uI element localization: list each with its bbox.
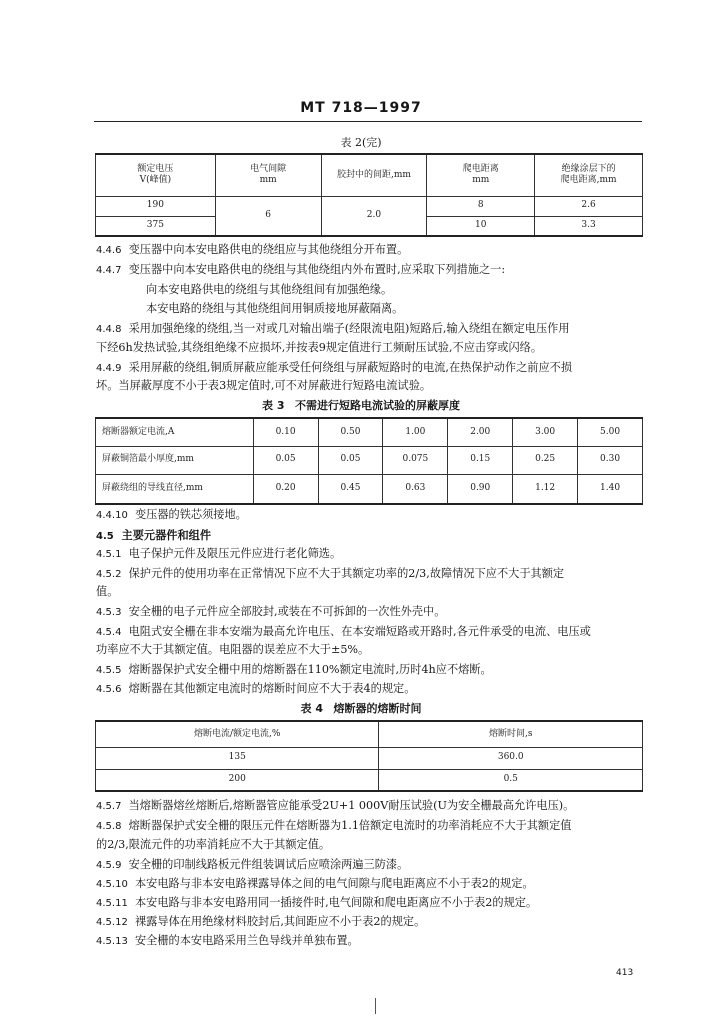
table3-cell: 0.05 <box>253 446 318 474</box>
paragraph-4-4-6: 4.4.6 变压器中向本安电路供电的绕组应与其他绕组分开布置。 <box>96 243 409 256</box>
table3-cell: 3.00 <box>513 418 578 446</box>
table3-caption: 表 3 不需进行短路电流试验的屏蔽厚度 <box>262 399 460 412</box>
paragraph-continuation: 坏。当屏蔽厚度不小于表3规定值时,可不对屏蔽进行短路电流试验。 <box>96 379 432 392</box>
table2 <box>95 153 643 237</box>
table2-header-cell: 绝缘涂层下的 爬电距离,mm <box>535 154 643 196</box>
table4-cell: 0.5 <box>379 769 643 791</box>
table2-cell: 190 <box>96 196 216 216</box>
scan-mark <box>375 998 376 1014</box>
table3-cell: 0.15 <box>448 446 513 474</box>
table3-cell: 0.25 <box>513 446 578 474</box>
table3-row-label: 屏蔽铜箔最小厚度,mm <box>96 446 254 474</box>
paragraph-4-5-9: 4.5.9 安全栅的印制线路板元件组装调试后应喷涂两遍三防漆。 <box>96 858 409 871</box>
paragraph-4-5-11: 4.5.11 本安电路与非本安电路用同一插接件时,电气间隙和爬电距离应不小于表2的规定。 <box>96 896 538 909</box>
table2-cell: 6 <box>215 196 321 236</box>
table2-cell: 8 <box>427 196 535 216</box>
paragraph-continuation: 值。 <box>96 585 119 598</box>
table3-cell: 0.90 <box>448 474 513 504</box>
table2-cell: 2.0 <box>321 196 427 236</box>
table2-cell: 10 <box>427 216 535 236</box>
page-number: 413 <box>616 968 634 978</box>
list-item: 本安电路的绕组与其他绕组间用铜质接地屏蔽隔离。 <box>146 302 404 315</box>
table2-header-cell: 爬电距离 mm <box>427 154 535 196</box>
paragraph-4-5-1: 4.5.1 电子保护元件及限压元件应进行老化筛选。 <box>96 547 342 560</box>
paragraph-4-5-10: 4.5.10 本安电路与非本安电路裸露导体之间的电气间隙与爬电距离应不小于表2的规定。 <box>96 877 534 890</box>
table3-cell: 0.63 <box>383 474 448 504</box>
table4-header-cell: 熔断时间,s <box>379 721 643 747</box>
table3-row-label: 熔断器额定电流,A <box>96 418 254 446</box>
paragraph-continuation: 的2/3,限流元件的功率消耗应不大于其额定值。 <box>96 838 331 851</box>
table2-header-cell: 胶封中的间距,mm <box>321 154 427 196</box>
paragraph-continuation: 下经6h发热试验,其绕组绝缘不应损坏,并按表9规定值进行工频耐压试验,不应击穿或闪络。 <box>96 341 543 354</box>
paragraph-4-5-6: 4.5.6 熔断器在其他额定电流时的熔断时间应不大于表4的规定。 <box>96 682 416 695</box>
table3 <box>95 417 643 505</box>
paragraph-4-5-8: 4.5.8 熔断器保护式安全栅的限压元件在熔断器为1.1倍额定电流时的功率消耗应不大于其额定值 <box>96 819 572 832</box>
table4-header-cell: 熔断电流/额定电流,% <box>96 721 379 747</box>
table3-cell: 5.00 <box>578 418 643 446</box>
table3-cell: 1.40 <box>578 474 643 504</box>
table3-cell: 1.12 <box>513 474 578 504</box>
table3-cell: 0.45 <box>318 474 383 504</box>
table2-cell: 2.6 <box>535 196 643 216</box>
section-heading-4-5: 4.5 主要元器件和组件 <box>96 528 212 542</box>
paragraph-continuation: 功率应不大于其额定值。电阻器的误差应不大于±5%。 <box>96 643 370 656</box>
paragraph-4-4-10: 4.4.10 变压器的铁芯须接地。 <box>96 508 247 521</box>
table4-cell: 200 <box>96 769 379 791</box>
table3-cell: 0.05 <box>318 446 383 474</box>
paragraph-4-5-12: 4.5.12 裸露导体在用绝缘材料胶封后,其间距应不小于表2的规定。 <box>96 915 426 928</box>
paragraph-4-5-4: 4.5.4 电阻式安全栅在非本安端为最高允许电压、在本安端短路或开路时,各元件承受的电流、电压或 <box>96 625 591 638</box>
paragraph-4-5-13: 4.5.13 安全栅的本安电路采用兰色导线并单独布置。 <box>96 934 359 947</box>
paragraph-4-5-5: 4.5.5 熔断器保护式安全栅中用的熔断器在110%额定电流时,历时4h应不熔断。 <box>96 663 492 676</box>
table3-cell: 0.50 <box>318 418 383 446</box>
paragraph-4-5-2: 4.5.2 保护元件的使用功率在正常情况下应不大于其额定功率的2/3,故障情况下应不大于其额定 <box>96 567 565 580</box>
paragraph-4-5-3: 4.5.3 安全栅的电子元件应全部胶封,或装在不可拆卸的一次性外壳中。 <box>96 605 446 618</box>
table2-caption: 表 2(完) <box>340 136 382 149</box>
table4 <box>95 720 643 792</box>
standard-header: MT 718—1997 <box>300 100 422 116</box>
paragraph-4-4-8: 4.4.8 采用加强绝缘的绕组,当一对或几对输出端子(经限流电阻)短路后,输入绕组在额定电压作用 <box>96 322 570 335</box>
table4-cell: 360.0 <box>379 747 643 769</box>
table3-cell: 0.20 <box>253 474 318 504</box>
table2-cell: 375 <box>96 216 216 236</box>
table2-header-cell: 电气间隙 mm <box>215 154 321 196</box>
table3-cell: 0.30 <box>578 446 643 474</box>
table4-caption: 表 4 熔断器的熔断时间 <box>300 702 422 715</box>
list-item: 向本安电路供电的绕组与其他绕组间有加强绝缘。 <box>146 283 393 296</box>
header-rule <box>94 121 642 122</box>
table3-cell: 0.10 <box>253 418 318 446</box>
table3-cell: 0.075 <box>383 446 448 474</box>
table3-cell: 2.00 <box>448 418 513 446</box>
paragraph-4-4-7: 4.4.7 变压器中向本安电路供电的绕组与其他绕组内外布置时,应采取下列措施之一: <box>96 263 506 276</box>
table3-row-label: 屏蔽绕组的导线直径,mm <box>96 474 254 504</box>
table3-cell: 1.00 <box>383 418 448 446</box>
table2-cell: 3.3 <box>535 216 643 236</box>
paragraph-4-4-9: 4.4.9 采用屏蔽的绕组,铜质屏蔽应能承受任何绕组与屏蔽短路时的电流,在热保护动作之前应不损 <box>96 361 573 374</box>
table4-cell: 135 <box>96 747 379 769</box>
paragraph-4-5-7: 4.5.7 当熔断器熔丝熔断后,熔断器管应能承受2U+1 000V耐压试验(U为安全栅最高允许电压)。 <box>96 799 575 812</box>
table2-header-cell: 额定电压 V(峰值) <box>96 154 216 196</box>
